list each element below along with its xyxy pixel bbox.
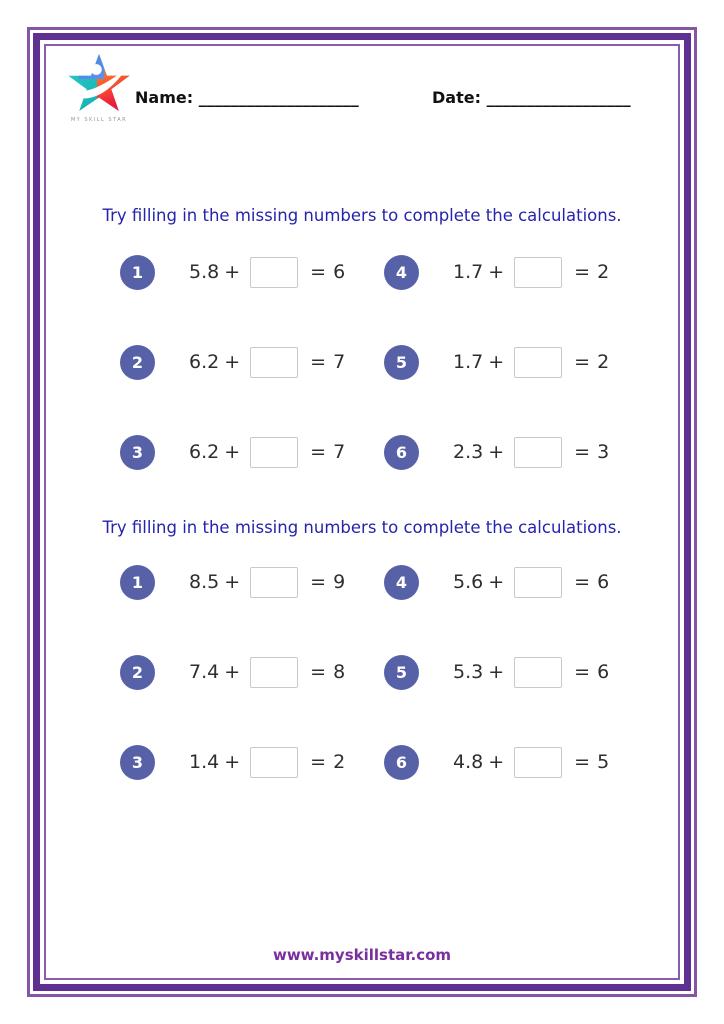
- problem-expression: 5.6 +: [453, 571, 505, 593]
- problem-expression: 7.4 +: [189, 661, 241, 683]
- problem-number-badge: 1: [120, 565, 155, 600]
- problem: [384, 252, 609, 292]
- problem: [120, 562, 384, 602]
- problem-result: = 6: [574, 571, 610, 593]
- answer-input-box[interactable]: [514, 347, 562, 378]
- problem: [120, 652, 384, 692]
- answer-input-box[interactable]: [514, 437, 562, 468]
- answer-input-box[interactable]: [250, 657, 298, 688]
- answer-input-box[interactable]: [514, 747, 562, 778]
- problem-number-badge: 5: [384, 655, 419, 690]
- problem-result: = 8: [310, 661, 346, 683]
- problem-result: = 6: [310, 261, 346, 283]
- answer-input-box[interactable]: [250, 257, 298, 288]
- problem: [384, 742, 609, 782]
- problem-number-badge: 6: [384, 435, 419, 470]
- date-field: [432, 88, 631, 107]
- answer-input-box[interactable]: [514, 257, 562, 288]
- page-border-frame: [27, 27, 697, 997]
- problem-expression: 1.7 +: [453, 261, 505, 283]
- problem: [384, 562, 609, 602]
- problem-result: = 7: [310, 351, 346, 373]
- problem-number-badge: 3: [120, 745, 155, 780]
- problem: [120, 432, 384, 472]
- problem-expression: 6.2 +: [189, 441, 241, 463]
- star-logo-icon: [60, 52, 138, 116]
- answer-input-box[interactable]: [250, 347, 298, 378]
- problem-result: = 2: [574, 351, 610, 373]
- problem-expression: 4.8 +: [453, 751, 505, 773]
- problem-expression: 2.3 +: [453, 441, 505, 463]
- date-label: Date:: [432, 88, 481, 107]
- problem-result: = 5: [574, 751, 610, 773]
- problem-number-badge: 5: [384, 345, 419, 380]
- name-field: [135, 88, 359, 107]
- answer-input-box[interactable]: [250, 747, 298, 778]
- problem: [384, 652, 609, 692]
- problem: [384, 432, 609, 472]
- logo-caption: MY SKILL STAR: [70, 117, 128, 123]
- problem: [384, 342, 609, 382]
- problem: [120, 742, 384, 782]
- problem: [120, 252, 384, 292]
- answer-input-box[interactable]: [514, 567, 562, 598]
- website-footer-link[interactable]: www.myskillstar.com: [272, 946, 452, 964]
- section-1-heading: Try filling in the missing numbers to complete the calculations.: [102, 206, 622, 225]
- problem-number-badge: 1: [120, 255, 155, 290]
- problem-number-badge: 3: [120, 435, 155, 470]
- problem: [120, 342, 384, 382]
- problem-result: = 6: [574, 661, 610, 683]
- date-blank-line[interactable]: __________________: [486, 88, 631, 107]
- problem-result: = 2: [310, 751, 346, 773]
- answer-input-box[interactable]: [250, 437, 298, 468]
- problem-result: = 7: [310, 441, 346, 463]
- problem-expression: 5.8 +: [189, 261, 241, 283]
- section-2-problems: [120, 562, 609, 782]
- problem-number-badge: 2: [120, 655, 155, 690]
- problem-number-badge: 2: [120, 345, 155, 380]
- problem-result: = 3: [574, 441, 610, 463]
- problem-result: = 2: [574, 261, 610, 283]
- problem-expression: 8.5 +: [189, 571, 241, 593]
- problem-number-badge: 6: [384, 745, 419, 780]
- logo: [56, 52, 142, 123]
- name-blank-line[interactable]: ____________________: [198, 88, 359, 107]
- problem-expression: 1.4 +: [189, 751, 241, 773]
- problem-expression: 6.2 +: [189, 351, 241, 373]
- problem-result: = 9: [310, 571, 346, 593]
- problem-expression: 5.3 +: [453, 661, 505, 683]
- answer-input-box[interactable]: [514, 657, 562, 688]
- section-2-heading: Try filling in the missing numbers to complete the calculations.: [102, 518, 622, 537]
- problem-number-badge: 4: [384, 565, 419, 600]
- name-label: Name:: [135, 88, 194, 107]
- problem-number-badge: 4: [384, 255, 419, 290]
- section-1-problems: [120, 252, 609, 472]
- problem-expression: 1.7 +: [453, 351, 505, 373]
- answer-input-box[interactable]: [250, 567, 298, 598]
